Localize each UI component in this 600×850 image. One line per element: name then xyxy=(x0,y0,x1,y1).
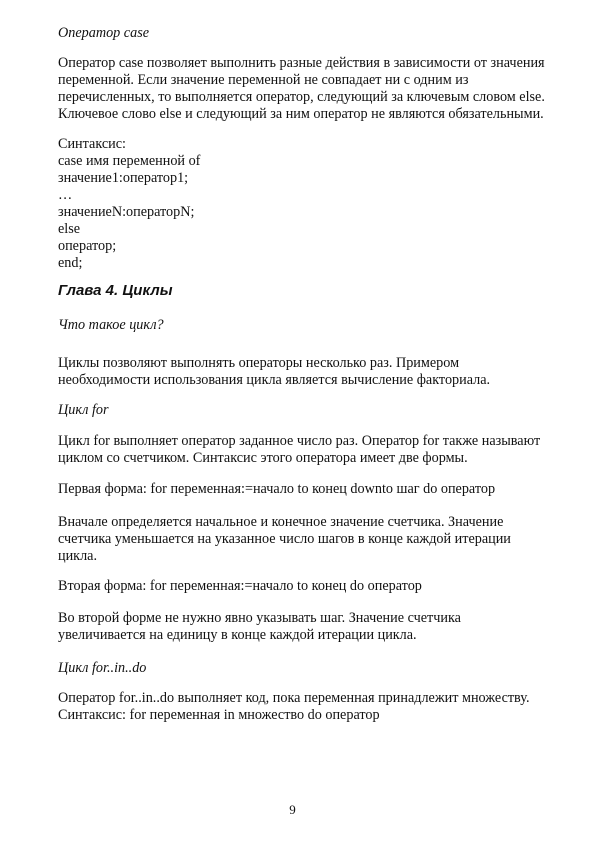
syntax-line: … xyxy=(58,187,73,203)
text-line: Ключевое слово else и следующий за ним оператор не являются обязательными. xyxy=(58,106,544,122)
for-in-do-paragraph xyxy=(58,690,558,724)
text-line: Цикл for выполняет оператор заданное число раз. Оператор for также называют xyxy=(58,433,541,449)
text-line: Синтаксис: for переменная in множество do оператор xyxy=(58,707,380,723)
what-is-loop-paragraph xyxy=(58,355,558,389)
text-line: цикла. xyxy=(58,548,98,564)
for-form2: Вторая форма: for переменная:=начало to конец do оператор xyxy=(58,578,422,594)
text-line: Циклы позволяют выполнять операторы несколько раз. Примером xyxy=(58,355,460,371)
for-loop-paragraph xyxy=(58,433,558,467)
text-line: перечисленных, то выполняется оператор, следующий за ключевым словом else. xyxy=(58,89,545,105)
syntax-line: значение1:оператор1; xyxy=(58,170,189,186)
syntax-line: case имя переменной of xyxy=(58,153,201,169)
for-form1: Первая форма: for переменная:=начало to конец downto шаг do оператор xyxy=(58,481,496,497)
text-line: циклом со счетчиком. Синтаксис этого оператора имеет две формы. xyxy=(58,450,468,466)
for-form2-description xyxy=(58,610,558,644)
what-is-loop-heading: Что такое цикл? xyxy=(58,317,164,333)
for-in-do-heading: Цикл for..in..do xyxy=(58,660,147,676)
syntax-line: else xyxy=(58,221,81,237)
for-form1-description xyxy=(58,514,558,565)
text-line: Оператор for..in..do выполняет код, пока переменная принадлежит множеству. xyxy=(58,690,530,706)
case-heading: Оператор case xyxy=(58,25,150,41)
text-line: Во второй форме не нужно явно указывать шаг. Значение счетчика xyxy=(58,610,461,626)
text-line: необходимости использования цикла является вычисление факториала. xyxy=(58,372,491,388)
text-line: счетчика уменьшается на указанное число шагов в конце каждой итерации xyxy=(58,531,511,547)
page-number: 9 xyxy=(289,802,296,817)
text-line: Вначале определяется начальное и конечное значение счетчика. Значение xyxy=(58,514,504,530)
syntax-line: оператор; xyxy=(58,238,117,254)
for-loop-heading: Цикл for xyxy=(58,402,109,418)
text-line: увеличивается на единицу в конце каждой итерации цикла. xyxy=(58,627,417,643)
syntax-line: end; xyxy=(58,255,83,271)
case-syntax xyxy=(58,136,558,272)
case-paragraph xyxy=(58,55,558,123)
text-line: Оператор case позволяет выполнить разные действия в зависимости от значения xyxy=(58,55,545,71)
text-line: переменной. Если значение переменной не совпадает ни с одним из xyxy=(58,72,469,88)
chapter-title: Глава 4. Циклы xyxy=(58,282,173,299)
syntax-line: Синтаксис: xyxy=(58,136,126,152)
syntax-line: значениеN:операторN; xyxy=(58,204,195,220)
